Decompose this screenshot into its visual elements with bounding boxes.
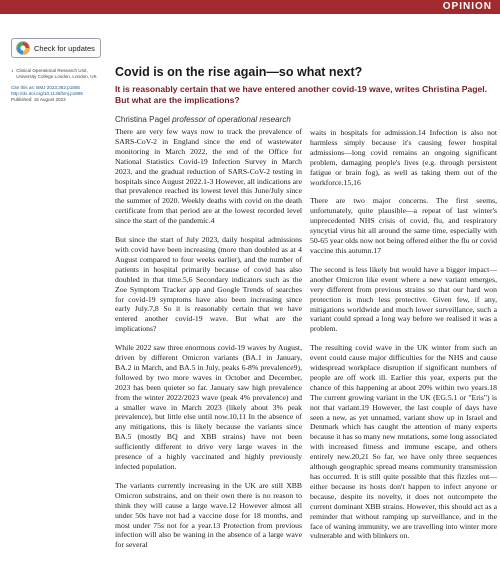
check-for-updates-label: Check for updates [34, 43, 95, 53]
byline [115, 115, 495, 124]
article-title: Covid is on the rise again—so what next? [115, 65, 363, 79]
body-column-left [115, 127, 302, 559]
author-name: Christina Pagel [115, 115, 170, 124]
affiliation-text: Clinical Operational Research Unit, University College London, London, UK [16, 68, 97, 80]
body-paragraph: But since the start of July 2023, daily hospital admissions with covid have been increasing (more than doubled as at 4 August compared to four weeks earlier), and the number of patients in hospital primarily because of covid has also doubled in that time.5,6 Secondary indicators such as the Zoe Symptom Tracker app and Google Trends of searches for covid-19 symptoms have also been increasing since early July.7,8 So it is reasonably certain that we have entered another covid-19 wave. But what are the implications? [115, 235, 302, 334]
article-standfirst: It is reasonably certain that we have entered another covid-19 wave, writes Christina Pagel. But what are the implications? [115, 84, 488, 105]
body-paragraph: The resulting covid wave in the UK winter from such an event could cause major difficulties for the NHS and cause widespread workplace disruption if significant numbers of people are off work ill. Earlier this year, experts put the chance of this happening at about 20% within two years.18 The current growing variant in the UK (EG.5.1 or "Eris") is not that variant.19 However, the last couple of days have seen a new, as yet unnamed, variant show up in Israel and Denmark which has caught the attention of many experts because it has so many new mutations, some long associated with increased fitness and immune escape, and others entirely new.20,21 So far, we have only three sequences although geographic spread means community transmission has occurred. It is still quite possible that this fizzles out—either because its hosts don't happen to infect anyone or because, despite its novelty, it does not outcompete the current dominant XBB strains. However, this should act as a reminder that without ramping up surveillance, and in the face of waning immunity, we are travelling into winter more vulnerable and with blinkers on. [310, 343, 497, 541]
section-label: OPINION [442, 1, 492, 12]
doi-link[interactable]: http://dx.doi.org/10.1136/bmj.p1885 [11, 91, 83, 97]
affiliation-marker: 1 [11, 68, 14, 73]
body-paragraph: waits in hospitals for admission.14 Infection is also not harmless simply because it's causing fewer hospital admissions—long covid remains an ongoing significant problem, damaging people's lives (e.g. through persistent fatigue or brain fog), as well as taking them out of the workforce.15,16 [310, 128, 497, 187]
article-sidebar [11, 68, 107, 103]
body-column-right [310, 128, 497, 550]
cite-as: Cite this as: BMJ 2023;382:p1885 [11, 85, 80, 91]
body-paragraph: The second is less likely but would have a bigger impact—another Omicron like event where a new variant emerges, very different from previous strains so that our hard won protection is much less protective. Given few, if any, mitigations worldwide and much lower surveillance, such a variant could spread a long way before we realised it was a problem. [310, 264, 497, 334]
published-date: Published: 15 August 2023 [11, 97, 66, 103]
author-role: professor of operational research [172, 115, 291, 124]
body-paragraph: There are very few ways now to track the prevalence of SARS-CoV-2 in England since the end of wastewater monitoring in March 2022, the end of the Office for National Statistics Covid-19 Infection Survey in March 2023, and the gradual reduction of SARS-CoV-2 testing in hospitals since August 2022.1-3 However, all indications are that prevalence reached its lowest level this June/July since the summer of 2020. Weekly deaths with covid on the death certificate from that period are at the lowest recorded level since the start of the pandemic.4 [115, 127, 302, 226]
crossmark-icon [16, 41, 30, 55]
body-paragraph: While 2022 saw three enormous covid-19 waves by August, driven by different Omicron variants (BA.1 in January, BA.2 in March, and BA.5 in July, peaks 6-8% prevalence9), followed by two more waves in October and December, 2023 has been quieter so far. January saw high prevalence from the winter 2022/2023 wave (peak 4% prevalence) and a smaller wave in March 2023 (likely about 3% peak prevalence), but little else until now.10,11 In the absence of any mitigations, this is likely because the variants since BA.5 (mostly BQ and XBB strains) have not been sufficiently different to drive very large waves in the presence of a highly vaccinated and highly previously infected population. [115, 343, 302, 471]
body-paragraph: The variants currently increasing in the UK are still XBB Omicron substrains, and on their own there is no reason to think they will cause a large wave.12 However almost all under 50s have not had a vaccine dose for 18 months, and most under 75s not for a year.13 Protection from previous infection will also be waning in the absence of a large wave for several [115, 480, 302, 550]
body-paragraph: There are two major concerns. The first seems, unfortunately, quite plausible—a repeat of last winter's unprecedented NHS crisis of covid, flu, and respiratory syncytial virus hit all around the same time, especially with 50-65 year olds now not being offered either the flu or covid vaccine this autumn.17 [310, 196, 497, 255]
section-header-bar [0, 0, 500, 14]
author-affiliation [11, 68, 107, 80]
check-for-updates-button[interactable] [11, 38, 101, 58]
